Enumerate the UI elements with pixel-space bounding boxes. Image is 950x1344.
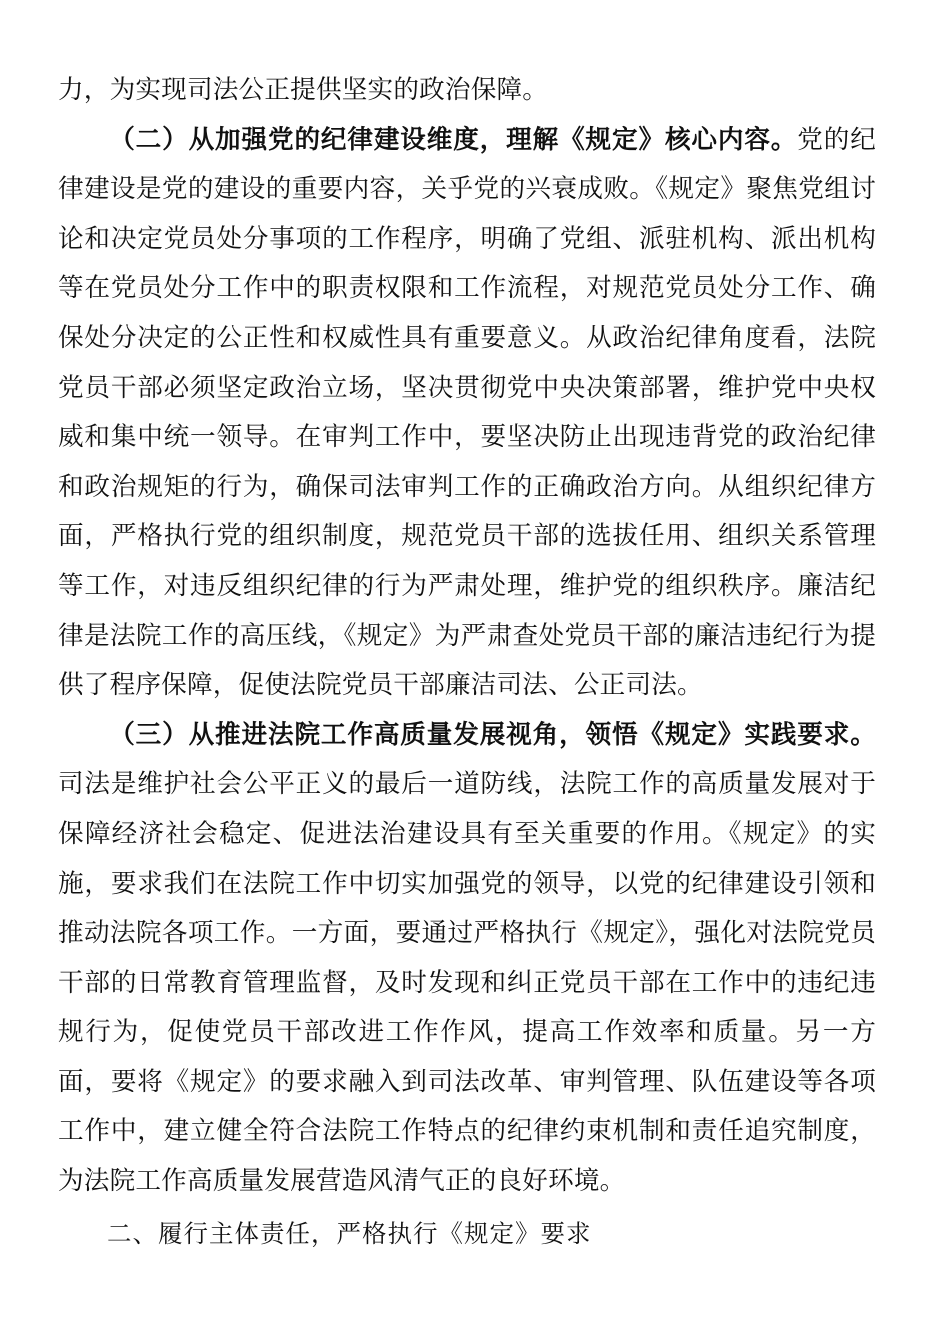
paragraph-continuation-text: 力，为实现司法公正提供坚实的政治保障。 xyxy=(58,75,549,105)
paragraph-3-body: 司法是维护社会公平正义的最后一道防线，法院工作的高质量发展对于保障经济社会稳定、促进法治建设具有至关重要的作用。《规定》的实施，要求我们在法院工作中切实加强党的领导，以党的纪律建设引领和推动法院各项工作。一方面，要通过严格执行《规定》，强化对法院党员干部的日常教育管理监督，及时发现和纠正党员干部在工作中的违纪违规行为，促使党员干部改进工作作风，提高工作效率和质量。另一方面，要将《规定》的要求融入到司法改革、审判管理、队伍建设等各项工作中，建立健全符合法院工作特点的纪律约束机制和责任追究制度，为法院工作高质量发展营造风清气正的良好环境。 xyxy=(58,769,876,1197)
paragraph-continuation xyxy=(58,66,876,116)
section-heading xyxy=(58,1209,876,1259)
paragraph-3 xyxy=(58,711,876,1207)
paragraph-2-lead: （二）从加强党的纪律建设维度，理解《规定》核心内容。 xyxy=(109,124,798,155)
document-body xyxy=(58,66,876,1258)
paragraph-2 xyxy=(58,116,876,711)
section-heading-text: 二、履行主体责任，严格执行《规定》要求 xyxy=(107,1218,592,1248)
paragraph-3-lead: （三）从推进法院工作高质量发展视角，领悟《规定》实践要求。 xyxy=(109,719,876,750)
paragraph-2-body: 党的纪律建设是党的建设的重要内容，关乎党的兴衰成败。《规定》聚焦党组讨论和决定党员处分事项的工作程序，明确了党组、派驻机构、派出机构等在党员处分工作中的职责权限和工作流程，对规范党员处分工作、确保处分决定的公正性和权威性具有重要意义。从政治纪律角度看，法院党员干部必须坚定政治立场，坚决贯彻党中央决策部署，维护党中央权威和集中统一领导。在审判工作中，要坚决防止出现违背党的政治纪律和政治规矩的行为，确保司法审判工作的正确政治方向。从组织纪律方面，严格执行党的组织制度，规范党员干部的选拔任用、组织关系管理等工作，对违反组织纪律的行为严肃处理，维护党的组织秩序。廉洁纪律是法院工作的高压线，《规定》为严肃查处党员干部的廉洁违纪行为提供了程序保障，促使法院党员干部廉洁司法、公正司法。 xyxy=(58,124,876,701)
